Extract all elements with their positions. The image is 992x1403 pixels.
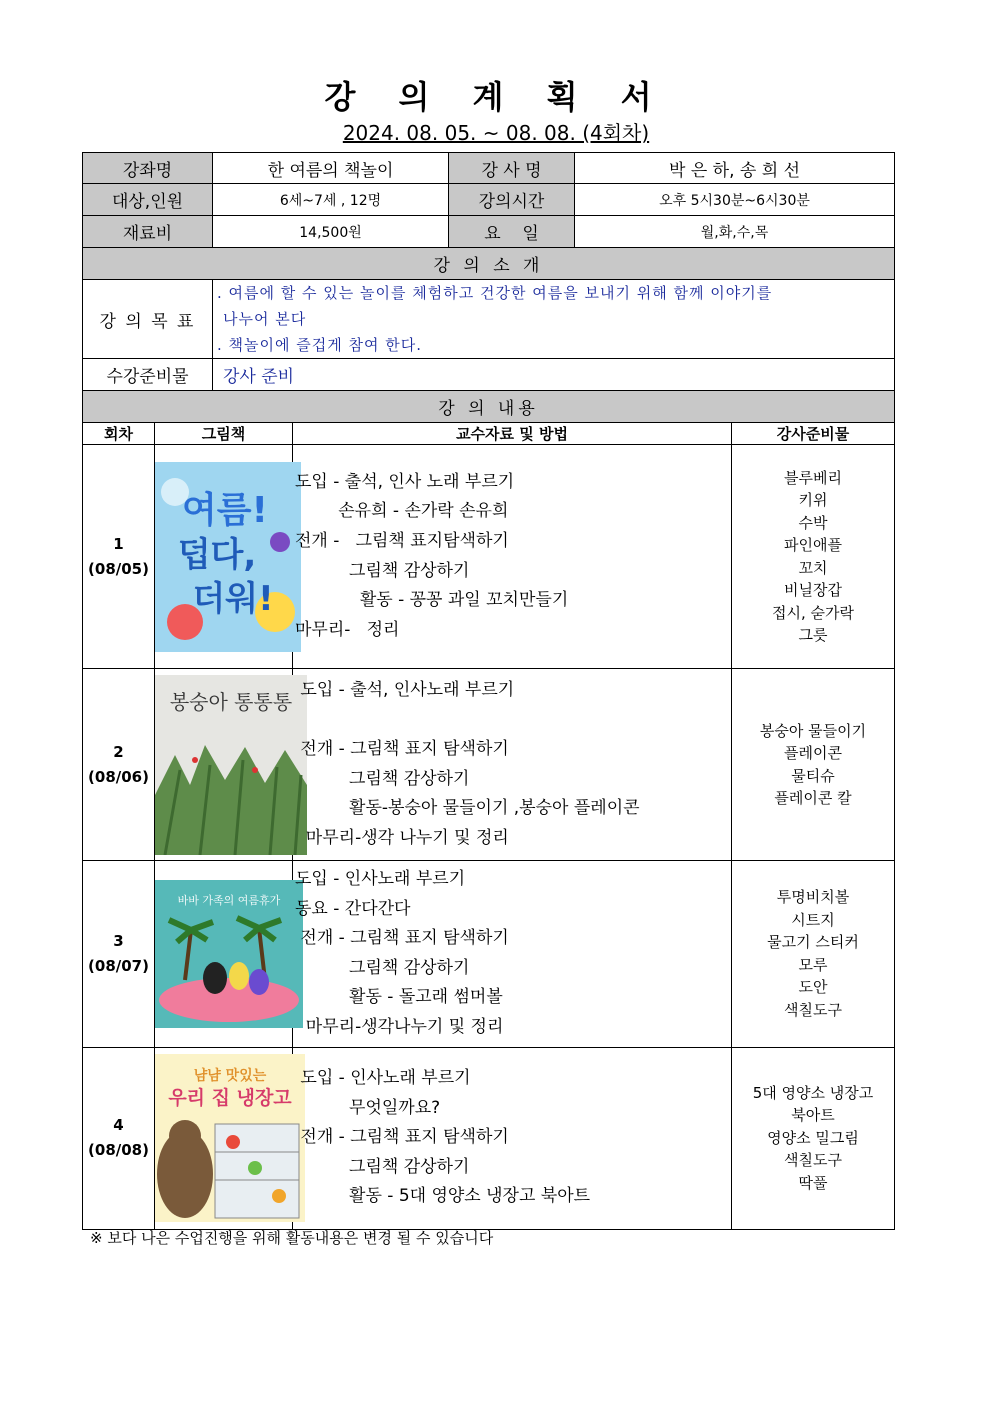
book-cover-cell	[155, 1047, 293, 1229]
target-label: 대상,인원	[83, 184, 213, 216]
goal-line: 나누어 본다	[223, 310, 307, 328]
material-item: 플레이콘 칼	[774, 789, 852, 807]
session-row	[83, 861, 895, 1048]
materials-list	[732, 669, 895, 861]
footnote: ※ 보다 나은 수업진행을 위해 활동내용은 변경 될 수 있습니다	[90, 1229, 494, 1247]
material-item: 수박	[798, 513, 828, 532]
material-item: 도안	[798, 978, 828, 997]
material-item: 그릇	[798, 626, 828, 644]
book-cover-fridge	[155, 1054, 305, 1222]
session-no: 2	[113, 742, 124, 761]
goal-line: . 여름에 할 수 있는 놀이를 체험하고 건강한 여름을 보내기 위해 함께 이야기를	[217, 284, 773, 302]
material-item: 꼬치	[798, 558, 828, 577]
col-header-materials: 강사준비물	[732, 423, 895, 445]
material-item: 플레이콘	[784, 744, 842, 762]
fee-label: 재료비	[83, 216, 213, 248]
step-line	[295, 705, 729, 735]
step-line: 활동-봉숭아 물들이기 ,봉숭아 플레이콘	[295, 798, 640, 819]
cover-title-line: 여름!	[182, 489, 268, 531]
goal-label: 강 의 목 표	[83, 280, 213, 359]
time-label: 강의시간	[449, 184, 575, 216]
material-item: 블루베리	[784, 468, 842, 487]
step-line: 도입 - 출석, 인사노래 부르기	[295, 679, 515, 700]
method-steps	[293, 861, 732, 1048]
goal-line: . 책놀이에 즐겁게 참여 한다.	[217, 336, 422, 354]
col-header-session: 회차	[83, 423, 155, 445]
materials-list	[732, 1047, 895, 1229]
material-item: 색칠도구	[784, 1000, 842, 1019]
material-item: 영양소 밀그림	[767, 1128, 859, 1147]
step-line: 무엇일까요?	[295, 1097, 441, 1118]
materials-list	[732, 445, 895, 669]
material-item: 딱풀	[798, 1173, 828, 1192]
material-item: 시트지	[791, 910, 835, 929]
material-item: 투명비치볼	[776, 888, 850, 907]
session-number	[83, 861, 155, 1048]
step-line: 그림책 감상하기	[295, 957, 470, 978]
material-item: 물고기 스티커	[767, 933, 859, 952]
step-line: 전개 - 그림책 표지 탐색하기	[295, 1127, 509, 1148]
period-subtitle: 2024. 08. 05. ~ 08. 08. (4회차)	[342, 121, 650, 145]
material-item: 북아트	[791, 1106, 835, 1125]
course-value: 한 여름의 책놀이	[213, 153, 449, 184]
intro-section-header: 강 의 소 개	[83, 248, 895, 280]
book-cover-barbapapa	[155, 880, 303, 1028]
step-line: 그림책 감상하기	[295, 560, 470, 581]
book-cover-cell	[155, 669, 293, 861]
days-value: 월,화,수,목	[575, 216, 895, 248]
prep-value: 강사 준비	[213, 359, 895, 391]
session-no: 4	[113, 1116, 124, 1135]
book-cover-summer	[155, 462, 301, 652]
content-section-header: 강 의 내용	[83, 391, 895, 423]
step-line: 도입 - 인사노래 부르기	[295, 869, 466, 889]
step-line: 전개 - 그림책 표지 탐색하기	[295, 738, 509, 759]
prep-label: 수강준비물	[83, 359, 213, 391]
step-line: 그림책 감상하기	[295, 1156, 470, 1177]
days-label: 요 일	[449, 216, 575, 248]
step-line: 활동 - 꽁꽁 과일 꼬치만들기	[295, 590, 569, 611]
session-date: (08/07)	[88, 956, 149, 975]
material-item: 접시, 숟가락	[772, 603, 855, 622]
cover-title-line: 덥다,	[177, 534, 257, 575]
step-line: 전개 - 그림책 표지탐색하기	[295, 530, 509, 551]
material-item: 물티슈	[791, 766, 835, 785]
material-item: 5대 영양소 냉장고	[752, 1083, 874, 1102]
material-item: 봉숭아 물들이기	[759, 721, 867, 740]
step-line: 마무리-생각나누기 및 정리	[295, 1016, 504, 1037]
session-row	[83, 445, 895, 669]
step-line: 손유희 - 손가락 손유희	[295, 501, 509, 522]
cover-title-line: 봉숭아 통통통	[169, 689, 293, 714]
step-line: 활동 - 돌고래 썸머볼	[295, 987, 503, 1008]
cover-title-line: 바바 가족의 여름휴가	[177, 893, 281, 907]
col-header-book: 그림책	[155, 423, 293, 445]
goal-text	[213, 280, 895, 359]
instructor-value: 박 은 하, 송 희 선	[575, 153, 895, 184]
cover-title-line: 냠냠 맛있는	[193, 1068, 267, 1085]
step-line: 활동 - 5대 영양소 냉장고 북아트	[295, 1186, 591, 1207]
session-number	[83, 669, 155, 861]
plan-table	[82, 152, 895, 1230]
step-line: 그림책 감상하기	[295, 768, 470, 789]
step-line: 마무리-생각 나누기 및 정리	[295, 827, 509, 848]
method-steps	[293, 669, 732, 861]
material-item: 색칠도구	[784, 1151, 842, 1170]
session-number	[83, 1047, 155, 1229]
materials-list	[732, 861, 895, 1048]
material-item: 모루	[798, 955, 828, 974]
session-row	[83, 669, 895, 861]
session-date: (08/08)	[88, 1141, 149, 1160]
target-value: 6세~7세 , 12명	[213, 184, 449, 216]
session-date: (08/06)	[88, 767, 149, 786]
step-line: 동요 - 간다간다	[295, 898, 411, 919]
book-cover-cell	[155, 861, 293, 1048]
col-header-method: 교수자료 및 방법	[293, 423, 732, 445]
book-cover-cell	[155, 445, 293, 669]
session-no: 1	[113, 534, 124, 553]
cover-title-line: 우리 집 냉장고	[168, 1087, 292, 1110]
book-cover-balsam	[155, 675, 307, 855]
material-item: 파인애플	[784, 536, 842, 554]
session-no: 3	[113, 931, 124, 950]
method-steps	[293, 445, 732, 669]
step-line: 마무리- 정리	[295, 619, 400, 640]
time-value: 오후 5시30분~6시30분	[575, 184, 895, 216]
material-item: 키위	[798, 491, 828, 509]
method-steps	[293, 1047, 732, 1229]
step-line: 도입 - 출석, 인사 노래 부르기	[295, 471, 515, 492]
session-date: (08/05)	[88, 559, 149, 578]
material-item: 비닐장갑	[784, 581, 842, 599]
session-number	[83, 445, 155, 669]
course-label: 강좌명	[83, 153, 213, 184]
instructor-label: 강 사 명	[449, 153, 575, 184]
step-line: 도입 - 인사노래 부르기	[295, 1068, 471, 1089]
session-row	[83, 1047, 895, 1229]
page-title: 강 의 계 획 서	[324, 78, 668, 116]
cover-title-line: 더워!	[192, 578, 274, 619]
fee-value: 14,500원	[213, 216, 449, 248]
step-line: 전개 - 그림책 표지 탐색하기	[295, 928, 509, 949]
